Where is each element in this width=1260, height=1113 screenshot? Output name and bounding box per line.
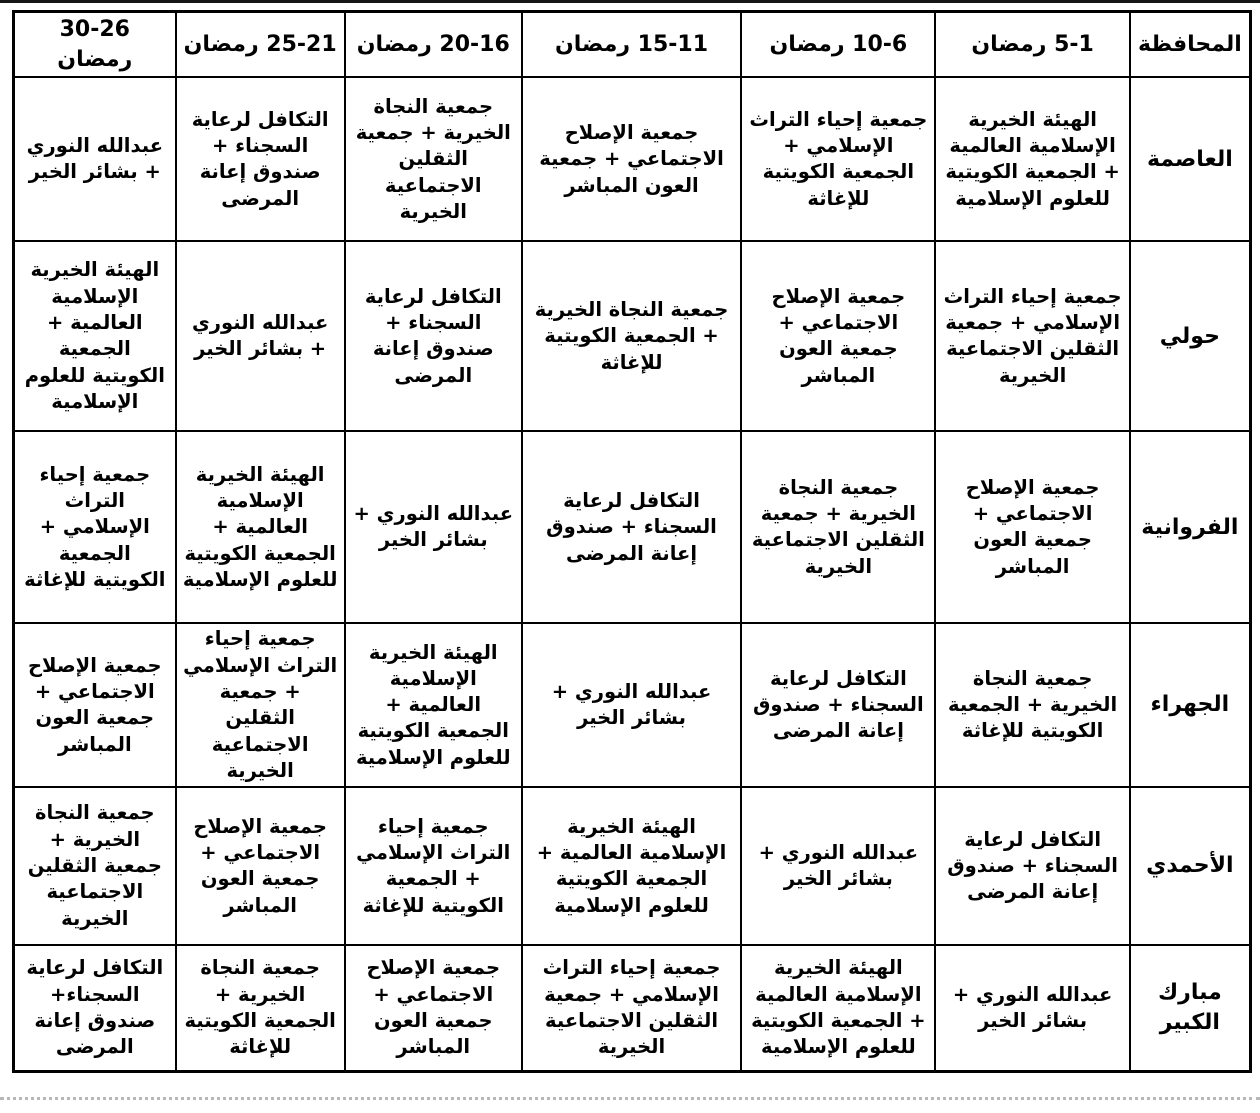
schedule-cell: عبدالله النوري + بشائر الخير xyxy=(741,787,935,945)
schedule-cell: الهيئة الخيرية الإسلامية العالمية + الجمعية الكويتية للعلوم الإسلامية xyxy=(741,945,935,1071)
column-header-ramadan-16-20: 20-16 رمضان xyxy=(345,12,522,78)
column-header-ramadan-1-5: 5-1 رمضان xyxy=(935,12,1129,78)
schedule-cell: جمعية إحياء التراث الإسلامي + جمعية الثقلين الاجتماعية الخيرية xyxy=(522,945,741,1071)
schedule-cell: جمعية الإصلاح الاجتماعي + جمعية العون المباشر xyxy=(14,623,176,787)
schedule-cell: جمعية الإصلاح الاجتماعي + جمعية العون المباشر xyxy=(935,431,1129,623)
schedule-cell: جمعية النجاة الخيرية + الجمعية الكويتية للإغاثة xyxy=(935,623,1129,787)
schedule-cell: جمعية الإصلاح الاجتماعي + جمعية العون المباشر xyxy=(176,787,345,945)
schedule-cell: التكافل لرعاية السجناء + صندوق إعانة المرضى xyxy=(345,241,522,431)
table-row xyxy=(14,241,1251,431)
schedule-cell: التكافل لرعاية السجناء + صندوق إعانة المرضى xyxy=(741,623,935,787)
schedule-cell: جمعية إحياء التراث الإسلامي + جمعية الثقلين الاجتماعية الخيرية xyxy=(176,623,345,787)
schedule-cell: جمعية النجاة الخيرية + الجمعية الكويتية للإغاثة xyxy=(176,945,345,1071)
schedule-cell: التكافل لرعاية السجناء + صندوق إعانة المرضى xyxy=(935,787,1129,945)
governorate-cell: العاصمة xyxy=(1130,77,1251,241)
schedule-cell: عبدالله النوري + بشائر الخير xyxy=(345,431,522,623)
schedule-cell: جمعية الإصلاح الاجتماعي + جمعية العون المباشر xyxy=(522,77,741,241)
schedule-cell: جمعية الإصلاح الاجتماعي + جمعية العون المباشر xyxy=(741,241,935,431)
header-row xyxy=(14,12,1251,78)
schedule-cell: جمعية إحياء التراث الإسلامي + الجمعية الكويتية للإغاثة xyxy=(345,787,522,945)
schedule-cell: جمعية النجاة الخيرية + جمعية الثقلين الاجتماعية الخيرية xyxy=(14,787,176,945)
table-row xyxy=(14,787,1251,945)
governorate-cell: حولي xyxy=(1130,241,1251,431)
schedule-cell: عبدالله النوري + بشائر الخير xyxy=(522,623,741,787)
governorate-cell: الأحمدي xyxy=(1130,787,1251,945)
schedule-cell: التكافل لرعاية السجناء + صندوق إعانة المرضى xyxy=(522,431,741,623)
governorate-cell: مبارك الكبير xyxy=(1130,945,1251,1071)
page-top-rule xyxy=(0,0,1260,3)
schedule-cell: التكافل لرعاية السجناء+ صندوق إعانة المرضى xyxy=(14,945,176,1071)
column-header-ramadan-11-15: 15-11 رمضان xyxy=(522,12,741,78)
governorate-cell: الجهراء xyxy=(1130,623,1251,787)
schedule-cell: جمعية النجاة الخيرية + جمعية الثقلين الاجتماعية الخيرية xyxy=(345,77,522,241)
schedule-cell: جمعية الإصلاح الاجتماعي + جمعية العون المباشر xyxy=(345,945,522,1071)
table-row xyxy=(14,623,1251,787)
table-row xyxy=(14,77,1251,241)
column-header-ramadan-26-30: 30-26 رمضان xyxy=(14,12,176,78)
column-header-ramadan-21-25: 25-21 رمضان xyxy=(176,12,345,78)
schedule-cell: الهيئة الخيرية الإسلامية العالمية + الجمعية الكويتية للعلوم الإسلامية xyxy=(14,241,176,431)
column-header-ramadan-6-10: 10-6 رمضان xyxy=(741,12,935,78)
table-row xyxy=(14,431,1251,623)
schedule-cell: عبدالله النوري + بشائر الخير xyxy=(14,77,176,241)
column-header-governorate: المحافظة xyxy=(1130,12,1251,78)
schedule-cell: عبدالله النوري + بشائر الخير xyxy=(935,945,1129,1071)
schedule-cell: جمعية إحياء التراث الإسلامي + الجمعية الكويتية للإغاثة xyxy=(741,77,935,241)
schedule-cell: الهيئة الخيرية الإسلامية العالمية + الجمعية الكويتية للعلوم الإسلامية xyxy=(522,787,741,945)
ramadan-schedule-table xyxy=(12,10,1252,1073)
schedule-cell: جمعية النجاة الخيرية + الجمعية الكويتية للإغاثة xyxy=(522,241,741,431)
schedule-cell: جمعية إحياء التراث الإسلامي + جمعية الثقلين الاجتماعية الخيرية xyxy=(935,241,1129,431)
schedule-cell: الهيئة الخيرية الإسلامية العالمية + الجمعية الكويتية للعلوم الإسلامية xyxy=(935,77,1129,241)
governorate-cell: الفروانية xyxy=(1130,431,1251,623)
scan-artifact-dotted-line xyxy=(0,1097,1260,1100)
schedule-cell: التكافل لرعاية السجناء + صندوق إعانة المرضى xyxy=(176,77,345,241)
schedule-cell: جمعية النجاة الخيرية + جمعية الثقلين الاجتماعية الخيرية xyxy=(741,431,935,623)
schedule-cell: عبدالله النوري + بشائر الخير xyxy=(176,241,345,431)
table-row xyxy=(14,945,1251,1071)
schedule-cell: الهيئة الخيرية الإسلامية العالمية + الجمعية الكويتية للعلوم الإسلامية xyxy=(345,623,522,787)
schedule-cell: الهيئة الخيرية الإسلامية العالمية + الجمعية الكويتية للعلوم الإسلامية xyxy=(176,431,345,623)
schedule-cell: جمعية إحياء التراث الإسلامي + الجمعية الكويتية للإغاثة xyxy=(14,431,176,623)
